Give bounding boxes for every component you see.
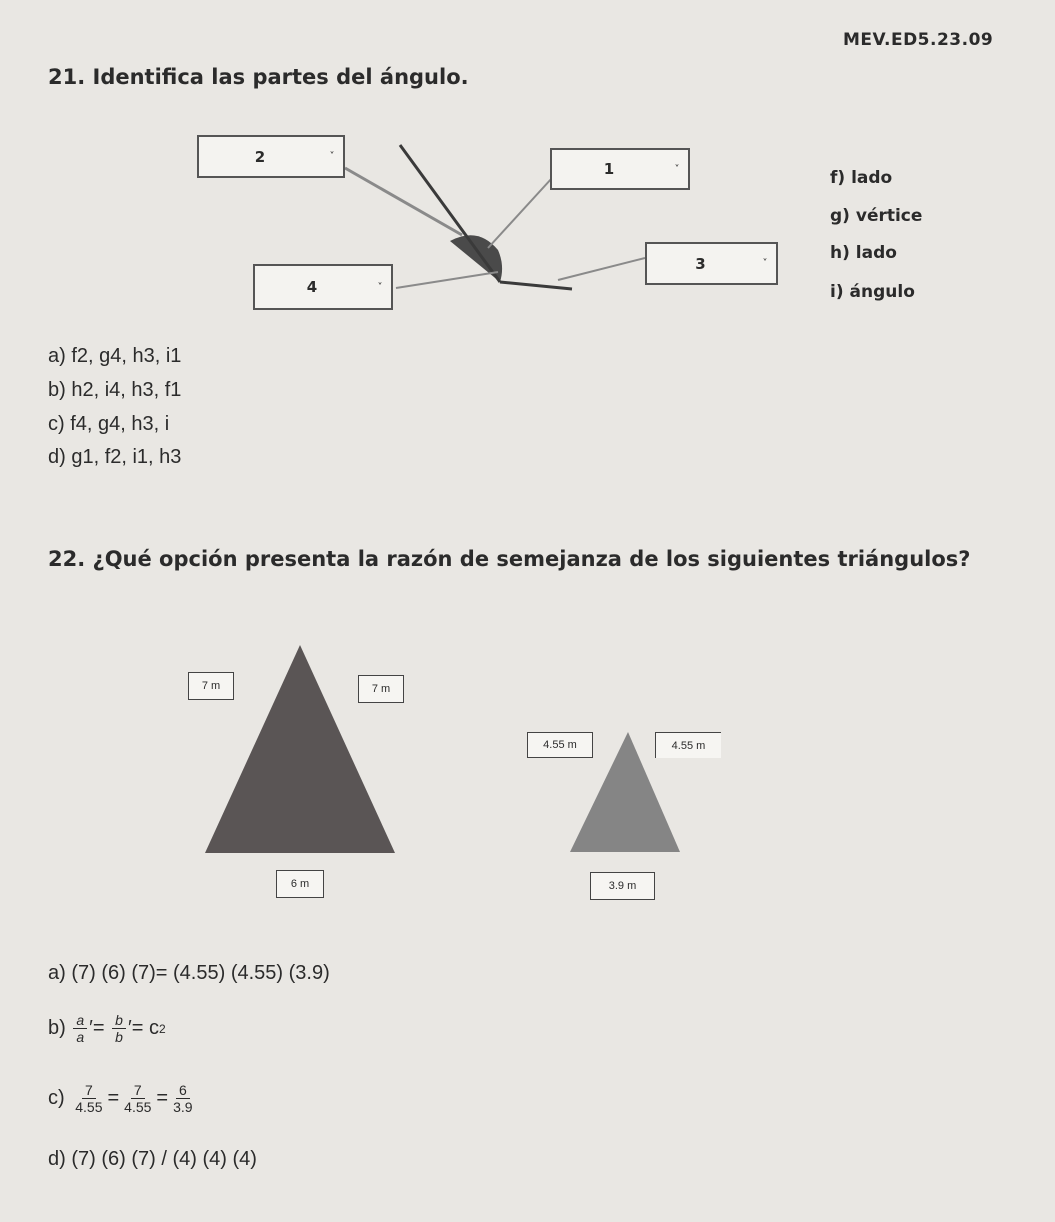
big-right-side-label: 7 m: [358, 675, 404, 703]
ray-upper: [400, 145, 500, 282]
small-base-label: 3.9 m: [590, 872, 655, 900]
dropdown-value: 4: [306, 278, 318, 296]
pointer-1: [488, 178, 552, 248]
question-21-title: 21. Identifica las partes del ángulo.: [48, 65, 469, 89]
dropdown-value: 2: [254, 147, 266, 166]
q21-option-c[interactable]: c) f4, g4, h3, i: [48, 413, 170, 435]
equals-sign: =: [92, 1017, 105, 1039]
pointer-2: [345, 168, 462, 235]
dropdown-1[interactable]: [550, 148, 690, 190]
c-squared: = c: [131, 1017, 159, 1039]
label-i: i) ángulo: [830, 282, 915, 302]
denominator: b: [115, 1029, 123, 1045]
numerator: a: [73, 1012, 87, 1029]
fraction-3: [170, 1082, 195, 1115]
big-base-label: 6 m: [276, 870, 324, 898]
exam-code: MEV.ED5.23.09: [843, 30, 994, 50]
label-h: h) lado: [830, 243, 897, 263]
label-f: f) lado: [830, 168, 893, 188]
denominator: 4.55: [124, 1099, 152, 1115]
dropdown-2[interactable]: [197, 135, 345, 178]
fraction-a: [73, 1012, 87, 1045]
denominator: a: [76, 1029, 85, 1045]
small-left-side-label: 4.55 m: [527, 732, 593, 758]
dropdown-4[interactable]: [253, 264, 393, 310]
angle-diagram: [0, 0, 1055, 330]
label-g: g) vértice: [830, 206, 923, 226]
option-letter: b): [48, 1017, 66, 1039]
numerator: b: [112, 1012, 126, 1029]
denominator: 4.55: [75, 1099, 103, 1115]
equals-sign: =: [156, 1087, 169, 1109]
question-22-title: 22. ¿Qué opción presenta la razón de semejanza de los siguientes triángulos?: [48, 547, 971, 571]
option-letter: c): [48, 1087, 65, 1109]
pointer-3: [558, 258, 645, 280]
q22-option-a[interactable]: a) (7) (6) (7)= (4.55) (4.55) (3.9): [48, 962, 330, 984]
q21-option-d[interactable]: d) g1, f2, i1, h3: [48, 446, 182, 468]
big-left-side-label: 7 m: [188, 672, 234, 700]
small-right-side-label: 4.55 m: [655, 732, 721, 758]
numerator: 7: [82, 1082, 96, 1099]
dropdown-value: 1: [603, 160, 615, 178]
denominator: 3.9: [173, 1099, 193, 1115]
q22-option-d[interactable]: d) (7) (6) (7) / (4) (4) (4): [48, 1148, 257, 1170]
chevron-down-icon: ˅: [674, 163, 680, 175]
chevron-down-icon: ˅: [377, 281, 383, 293]
pointer-4: [396, 272, 498, 288]
q22-option-c[interactable]: [48, 1082, 198, 1115]
dropdown-3[interactable]: [645, 242, 778, 285]
fraction-b: [112, 1012, 126, 1045]
fraction-1: [72, 1082, 105, 1115]
dropdown-value: 3: [695, 254, 706, 273]
q22-option-b[interactable]: [48, 1012, 166, 1045]
prime-mark: ′: [127, 1017, 132, 1039]
exponent: 2: [158, 1021, 166, 1036]
chevron-down-icon: ˅: [329, 151, 335, 162]
numerator: 7: [131, 1082, 145, 1099]
q21-option-a[interactable]: a) f2, g4, h3, i1: [48, 345, 182, 367]
fraction-2: [121, 1082, 154, 1115]
prime-mark: ′: [89, 1017, 93, 1039]
equals-sign: =: [107, 1087, 120, 1109]
ray-lower: [500, 282, 572, 289]
numerator: 6: [176, 1082, 190, 1099]
chevron-down-icon: ˅: [762, 258, 768, 269]
q21-option-b[interactable]: b) h2, i4, h3, f1: [48, 379, 182, 401]
